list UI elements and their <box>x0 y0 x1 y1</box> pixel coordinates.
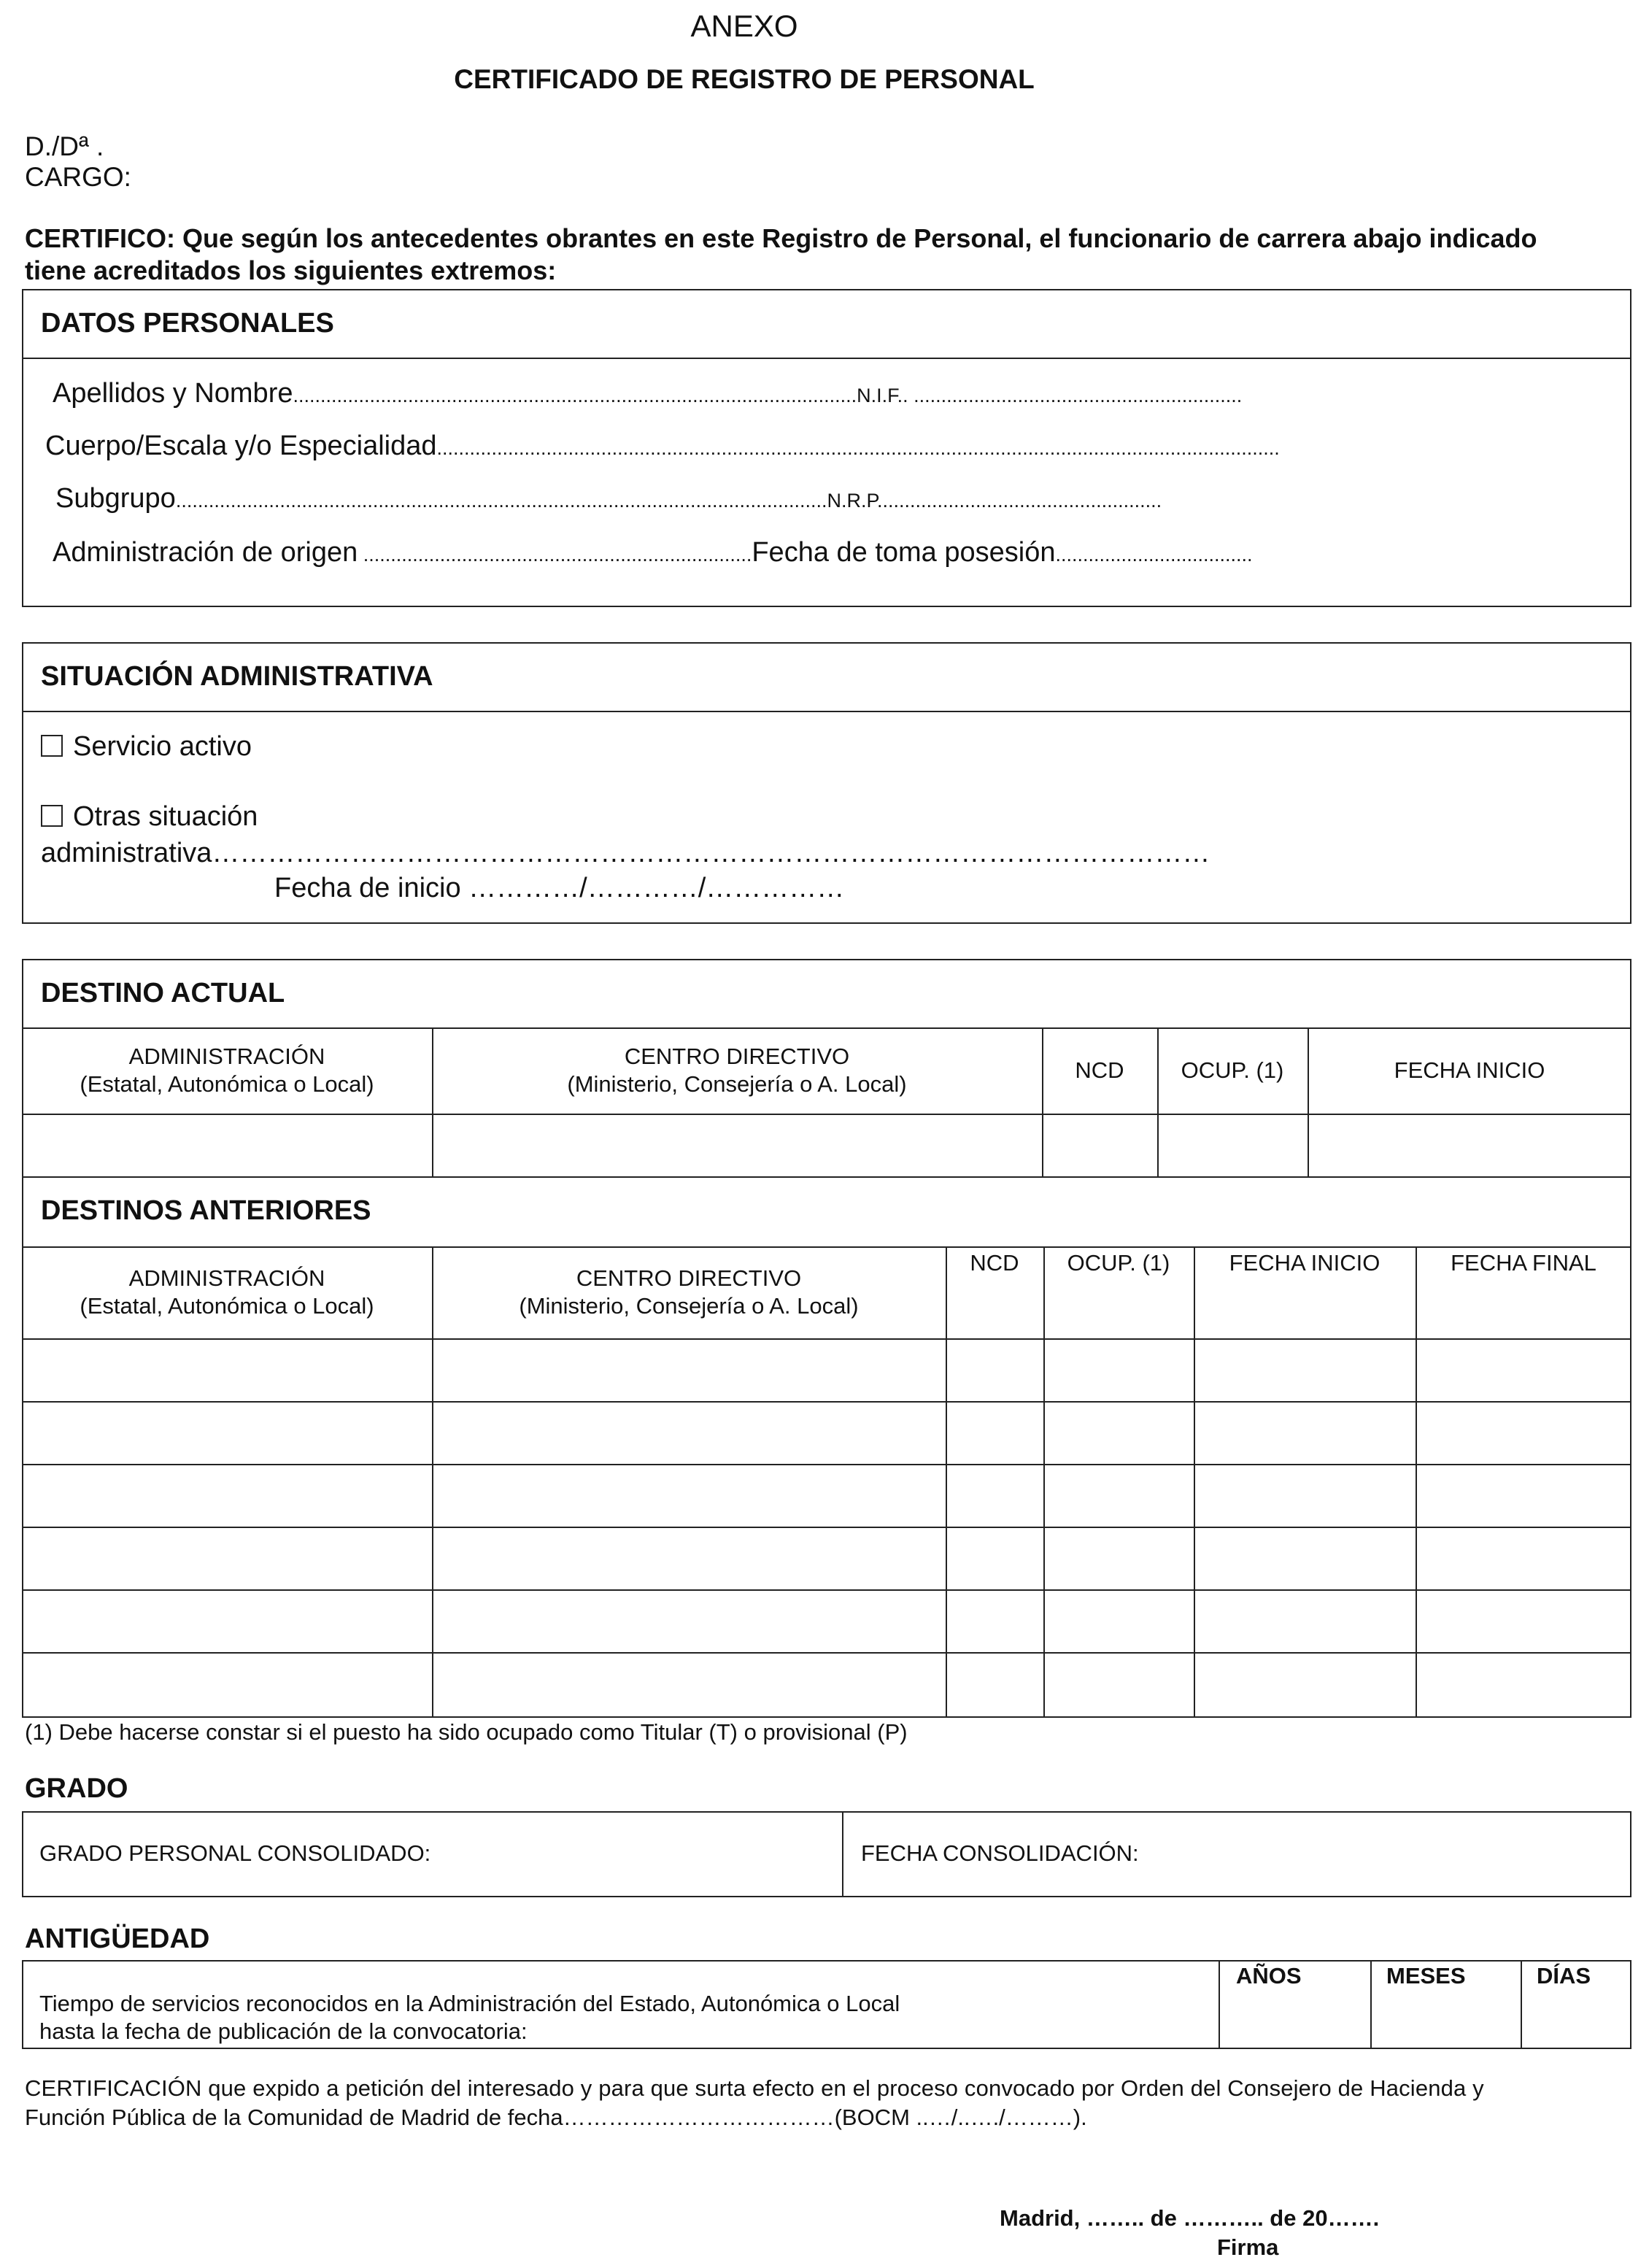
fecha-consolidacion-label: FECHA CONSOLIDACIÓN: <box>861 1840 1139 1866</box>
administracion-dots: ....................................................................... <box>358 544 752 566</box>
divider <box>22 711 1631 712</box>
table-row[interactable] <box>23 1465 1630 1525</box>
document-title: CERTIFICADO DE REGISTRO DE PERSONAL <box>454 64 1035 94</box>
prev-col-ocup: OCUP. (1) <box>1067 1250 1170 1276</box>
antiguedad-text-1: Tiempo de servicios reconocidos en la Administración del Estado, Autonómica o Local <box>39 1991 900 2016</box>
col-fecha-inicio: FECHA INICIO <box>1394 1057 1545 1083</box>
destino-actual-heading: DESTINO ACTUAL <box>41 978 285 1008</box>
col-centro-directivo <box>432 1027 1042 1114</box>
fecha-consolidacion-input[interactable] <box>1167 1817 1620 1890</box>
madrid-date-line: Madrid, …….. de ……….. de 20……. <box>1000 2205 1380 2231</box>
servicio-activo-label: Servicio activo <box>73 731 252 762</box>
col-administracion <box>22 1027 432 1114</box>
subgrupo-label: Subgrupo <box>55 483 176 514</box>
administracion-field[interactable] <box>53 537 1607 568</box>
cuerpo-field[interactable] <box>45 431 1611 462</box>
administracion-label: Administración de origen <box>53 537 358 568</box>
apellidos-label: Apellidos y Nombre <box>53 378 293 409</box>
col-centro-subtitle: (Ministerio, Consejería o A. Local) <box>567 1071 907 1097</box>
dias-input[interactable] <box>1522 1992 1630 2048</box>
col-ocup: OCUP. (1) <box>1181 1057 1284 1083</box>
subgrupo-field[interactable] <box>55 483 1610 514</box>
prev-col-fecha-final: FECHA FINAL <box>1451 1250 1596 1276</box>
fecha-inicio-field[interactable]: Fecha de inicio …………/…………/…………… <box>274 873 845 903</box>
antiguedad-text-2: hasta la fecha de publicación de la convocatoria: <box>39 2018 528 2044</box>
destino-actual-ncd-cell[interactable] <box>1043 1115 1156 1175</box>
footnote: (1) Debe hacerse constar si el puesto ha sido ocupado como Titular (T) o provisional (P) <box>25 1719 908 1745</box>
grado-personal-label: GRADO PERSONAL CONSOLIDADO: <box>39 1840 431 1866</box>
grado-heading: GRADO <box>25 1773 128 1804</box>
table-row[interactable] <box>23 1654 1630 1716</box>
checkbox-icon[interactable] <box>41 805 63 827</box>
situacion-heading: SITUACIÓN ADMINISTRATIVA <box>41 661 433 692</box>
anos-label: AÑOS <box>1236 1963 1302 1989</box>
nif-label: N.I.F.. <box>857 385 908 406</box>
cuerpo-dots: .......................................................................................................................................................... <box>436 437 1280 459</box>
certifico-line-1: CERTIFICO: Que según los antecedentes obrantes en este Registro de Personal, el funcionario de carrera abajo indicado <box>25 223 1537 253</box>
meses-label: MESES <box>1386 1963 1466 1989</box>
prev-col-centro-directivo <box>432 1246 946 1338</box>
certifico-line-2: tiene acreditados los siguientes extremos: <box>25 255 557 285</box>
col-divider <box>842 1811 843 1897</box>
col-centro-title: CENTRO DIRECTIVO <box>624 1044 850 1069</box>
annex-label: ANEXO <box>690 9 798 43</box>
meses-input[interactable] <box>1372 1992 1519 2048</box>
prev-col-administracion-subtitle: (Estatal, Autonómica o Local) <box>80 1293 374 1319</box>
dias-label: DÍAS <box>1537 1963 1591 1989</box>
otras-situacion-option[interactable] <box>41 801 258 833</box>
otras-situacion-label: Otras situación <box>73 801 258 832</box>
prev-col-fecha-inicio: FECHA INICIO <box>1229 1250 1380 1276</box>
col-ncd: NCD <box>1075 1057 1124 1083</box>
destino-actual-ocup-cell[interactable] <box>1159 1115 1306 1175</box>
checkbox-icon[interactable] <box>41 735 63 757</box>
destino-actual-fecha-cell[interactable] <box>1309 1115 1630 1175</box>
datos-personales-heading: DATOS PERSONALES <box>41 308 334 339</box>
prev-col-administracion-title: ADMINISTRACIÓN <box>128 1265 325 1291</box>
apellidos-field[interactable] <box>53 378 1607 409</box>
nrp-label: N.R.P <box>827 490 878 512</box>
divider <box>22 1176 1631 1178</box>
table-row[interactable] <box>23 1403 1630 1462</box>
prev-col-centro-subtitle: (Ministerio, Consejería o A. Local) <box>519 1293 859 1319</box>
apellidos-dots: ....................................................................................................... <box>293 385 857 406</box>
fecha-toma-label: Fecha de toma posesión <box>752 537 1056 568</box>
col-administracion-subtitle: (Estatal, Autonómica o Local) <box>80 1071 374 1097</box>
administrativa-field[interactable]: administrativa……………………………………………………………………………………………… <box>41 838 1210 868</box>
divider <box>22 358 1631 359</box>
grado-personal-input[interactable] <box>467 1817 832 1890</box>
table-row[interactable] <box>23 1591 1630 1651</box>
dd-label: D./Dª . <box>25 131 104 161</box>
table-row[interactable] <box>23 1528 1630 1588</box>
nif-dots: ............................................................ <box>908 385 1243 406</box>
prev-col-centro-title: CENTRO DIRECTIVO <box>576 1265 802 1291</box>
subgrupo-dots: ....................................................................................................................... <box>175 490 827 512</box>
nrp-dots: .................................................... <box>877 490 1162 512</box>
col-administracion-title: ADMINISTRACIÓN <box>128 1044 325 1069</box>
fecha-toma-dots: .................................... <box>1055 544 1253 566</box>
prev-col-administracion <box>22 1246 432 1338</box>
destino-actual-admin-cell[interactable] <box>23 1115 430 1175</box>
destino-actual-centro-cell[interactable] <box>433 1115 1040 1175</box>
table-row[interactable] <box>23 1340 1630 1400</box>
servicio-activo-option[interactable] <box>41 731 252 763</box>
cargo-label: CARGO: <box>25 162 131 192</box>
anos-input[interactable] <box>1220 1992 1369 2048</box>
prev-col-ncd: NCD <box>970 1250 1019 1276</box>
destinos-anteriores-heading: DESTINOS ANTERIORES <box>41 1195 371 1226</box>
cuerpo-label: Cuerpo/Escala y/o Especialidad <box>45 431 437 461</box>
antiguedad-heading: ANTIGÜEDAD <box>25 1924 210 1954</box>
certificacion-line-1: CERTIFICACIÓN que expido a petición del interesado y para que surta efecto en el proceso convocado por Orden del Consejero de Hacienda y <box>25 2075 1484 2101</box>
certificacion-line-2: Función Pública de la Comunidad de Madrid de fecha………………………………(BOCM ..…/..…./………). <box>25 2105 1087 2130</box>
firma-label: Firma <box>1217 2234 1279 2260</box>
